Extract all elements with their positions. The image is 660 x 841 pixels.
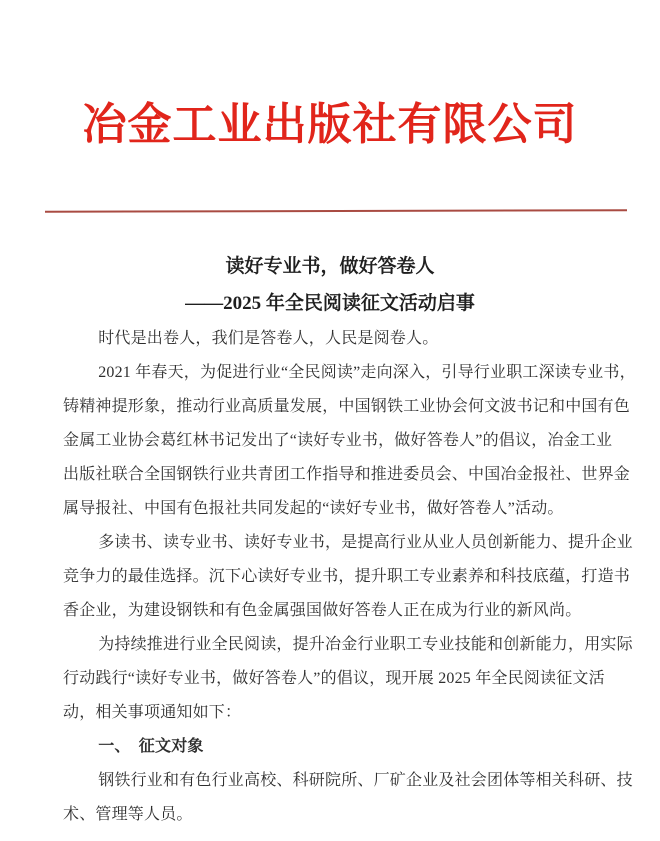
- text-line: 钢铁行业和有色行业高校、科研院所、厂矿企业及社会团体等相关科研、技: [98, 772, 633, 789]
- text-line: 竞争力的最佳选择。沉下心读好专业书，提升职工专业素养和科技底蕴，打造书: [63, 568, 631, 585]
- header-divider-rule: [45, 209, 627, 213]
- text-line: 2021 年春天，为促进行业“全民阅读”走向深入，引导行业职工深读专业书，: [98, 364, 636, 381]
- text-line: 多读书、读专业书、读好专业书，是提高行业从业人员创新能力、提升企业: [98, 534, 633, 551]
- document-body: [63, 322, 636, 832]
- text-line: 时代是出卷人，我们是答卷人，人民是阅卷人。: [98, 330, 439, 347]
- text-line: 金属工业协会葛红林书记发出了“读好专业书，做好答卷人”的倡议，冶金工业: [63, 432, 613, 449]
- text-line: 一、 征文对象: [98, 738, 204, 755]
- text-line: 出版社联合全国钢铁行业共青团工作指导和推进委员会、中国冶金报社、世界金: [63, 466, 631, 483]
- document-title: [0, 248, 660, 322]
- text-line: 为持续推进行业全民阅读，提升冶金行业职工专业技能和创新能力，用实际: [98, 636, 633, 653]
- text-line: 动，相关事项通知如下：: [63, 704, 242, 721]
- text-line: 香企业，为建设钢铁和有色金属强国做好答卷人正在成为行业的新风尚。: [63, 602, 582, 619]
- text-line: 属导报社、中国有色报社共同发起的“读好专业书，做好答卷人”活动。: [63, 500, 564, 517]
- company-header: 冶金工业出版社有限公司: [82, 100, 578, 149]
- document-title-line2: ——2025 年全民阅读征文活动启事: [185, 293, 475, 314]
- text-line: 铸精神提形象，推动行业高质量发展，中国钢铁工业协会何文波书记和中国有色: [63, 398, 631, 415]
- document-title-line1: 读好专业书，做好答卷人: [225, 256, 435, 277]
- text-line: 术、管理等人员。: [63, 806, 193, 823]
- text-line: 行动践行“读好专业书，做好答卷人”的倡议，现开展 2025 年全民阅读征文活: [63, 670, 605, 687]
